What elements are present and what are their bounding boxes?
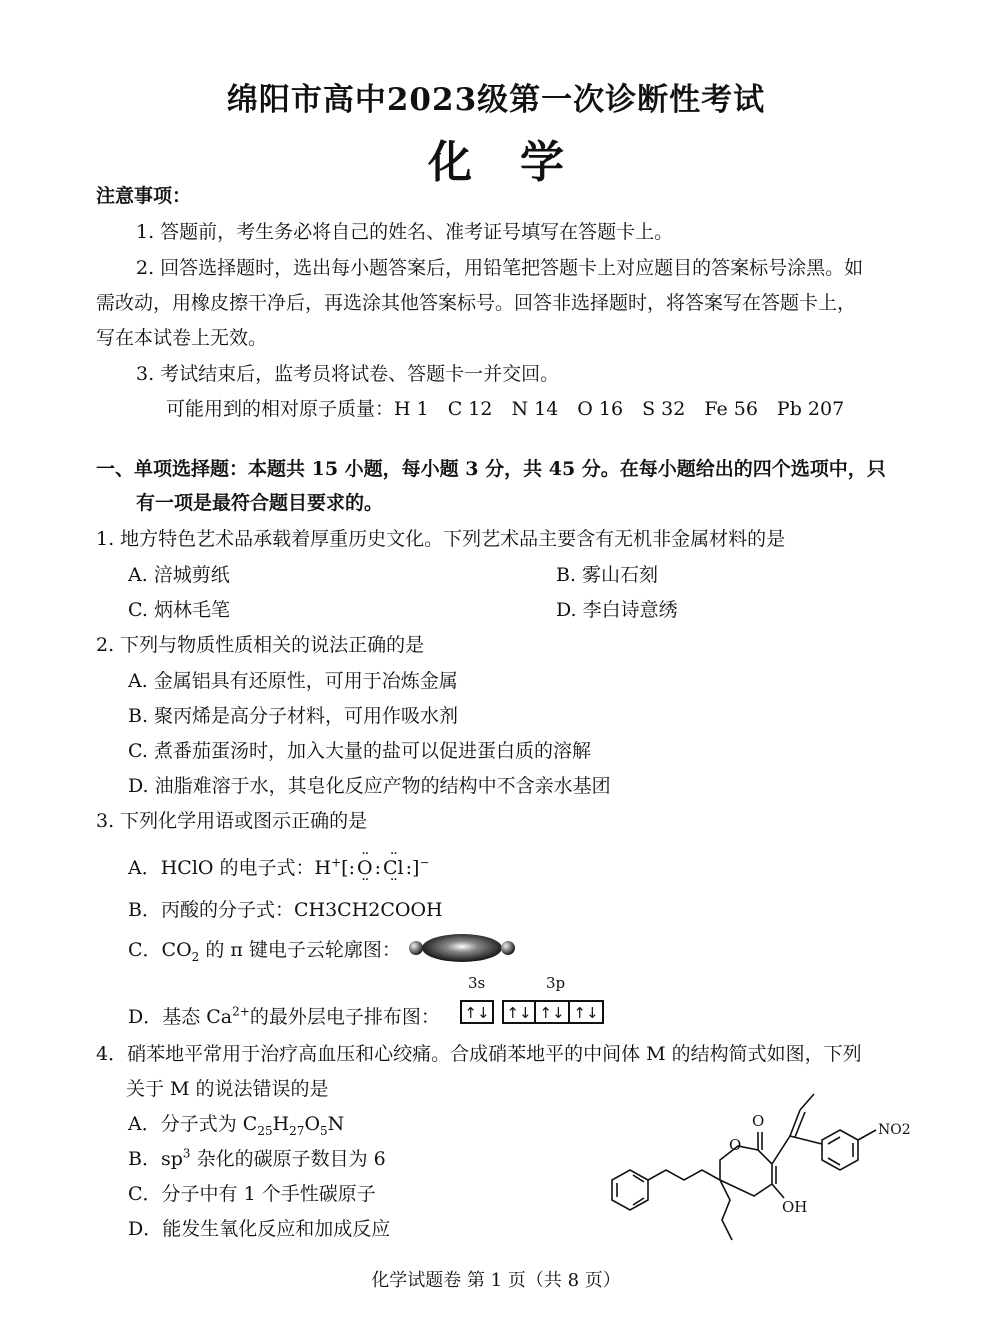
orbital-3s-box — [460, 1000, 494, 1024]
lewis-bracket-close: ] — [412, 857, 420, 879]
notice-heading: 注意事项： — [96, 185, 192, 207]
carbonyl-oxygen-label: O — [752, 1112, 765, 1130]
q4-option-a — [128, 1111, 344, 1137]
ring-oxygen-label: O — [729, 1136, 742, 1154]
notice-item-3: 3. 考试结束后，监考员将试卷、答题卡一并交回。 — [136, 363, 560, 385]
q3-option-c-sub: 2 — [191, 949, 200, 964]
lewis-charge: − — [419, 855, 430, 870]
q3-option-d — [128, 1004, 440, 1030]
lewis-h-charge: + — [331, 855, 342, 870]
orbital-3p-2: ↑↓ — [536, 1000, 570, 1024]
orbital-label-3s: 3s — [468, 974, 486, 992]
lewis-o: ·· O ·· — [355, 855, 375, 881]
lewis-h: H — [314, 857, 332, 879]
q2-stem: 2. 下列与物质性质相关的说法正确的是 — [96, 634, 425, 656]
q2-option-a: A. 金属铝具有还原性，可用于冶炼金属 — [128, 670, 458, 692]
q4-option-d: D．能发生氧化反应和加成反应 — [128, 1218, 391, 1240]
q4-option-a-label: A．分子式为 — [128, 1113, 243, 1135]
q3-option-c-label: C．CO — [128, 939, 192, 961]
lewis-dots-right: : — [405, 857, 413, 879]
q2-option-c: C. 煮番茄蛋汤时，加入大量的盐可以促进蛋白质的溶解 — [128, 740, 591, 762]
q3-option-c — [128, 937, 401, 963]
notice-item-2-line-1: 2. 回答选择题时，选出每小题答案后，用铅笔把答题卡上对应题目的答案标号涂黑。如 — [136, 257, 864, 279]
q3-option-c-suffix: 的 π 键电子云轮廓图： — [199, 939, 401, 961]
notice-item-2-line-2: 需改动，用橡皮擦干净后，再选涂其他答案标号。回答非选择题时，将答案写在答题卡上， — [96, 292, 857, 314]
benzene-ring-left — [612, 1170, 648, 1210]
orbital-3p-box — [502, 1000, 604, 1024]
orbital-3p-3: ↑↓ — [570, 1000, 604, 1024]
molecule-m-structure — [600, 1088, 930, 1248]
benzene-ring-right — [822, 1130, 858, 1170]
q4-stem-line-2: 关于 M 的说法错误的是 — [126, 1078, 329, 1100]
q4-formula: $C_{25}H_{27}O_5N$ — [242, 1113, 345, 1138]
q1-option-b: B. 雾山石刻 — [556, 564, 659, 586]
lewis-bracket-open: [ — [341, 857, 349, 879]
subject-title: 化学 — [428, 137, 612, 188]
q1-option-d: D. 李白诗意绣 — [556, 599, 678, 621]
q4-option-b-suffix: 杂化的碳原子数目为 6 — [190, 1148, 386, 1170]
orbital-3s: ↑↓ — [460, 1000, 494, 1024]
orbital-label-3p: 3p — [546, 974, 566, 992]
atomic-masses: 可能用到的相对原子质量：H 1 C 12 N 14 O 16 S 32 Fe 56 Pb 207 — [166, 398, 845, 420]
q4-option-b-sup: 3 — [182, 1146, 191, 1161]
q1-option-a: A. 涪城剪纸 — [128, 564, 230, 586]
q3-option-b-label: B．丙酸的分子式： — [128, 899, 294, 921]
q3-option-d-sup: 2+ — [232, 1004, 250, 1019]
lewis-dots-left: : — [348, 857, 355, 879]
q3-option-a-label: A．HClO 的电子式： — [128, 857, 315, 879]
q3-option-b — [128, 897, 443, 923]
exam-title: 绵阳市高中2023级第一次诊断性考试 — [226, 82, 766, 118]
nitro-group-label: NO2 — [878, 1122, 911, 1138]
orbital-3p-1: ↑↓ — [502, 1000, 536, 1024]
q3-option-d-suffix: 的最外层电子排布图： — [249, 1006, 440, 1028]
q3-option-a — [128, 855, 430, 881]
notice-item-1: 1. 答题前，考生务必将自己的姓名、准考证号填写在答题卡上。 — [136, 221, 674, 243]
q3-option-d-label: D．基态 Ca — [128, 1006, 233, 1028]
q2-option-b: B. 聚丙烯是高分子材料，可用作吸水剂 — [128, 705, 459, 727]
lewis-dots-mid: : — [374, 857, 381, 879]
lewis-cl: ·· Cl ·· — [381, 855, 406, 881]
q1-option-c: C. 炳林毛笔 — [128, 599, 230, 621]
q4-option-b-label: B．sp — [128, 1148, 183, 1170]
pi-bond-cloud-diagram — [406, 930, 518, 966]
notice-item-2-line-3: 写在本试卷上无效。 — [96, 327, 268, 349]
q2-option-d: D. 油脂难溶于水，其皂化反应产物的结构中不含亲水基团 — [128, 775, 611, 797]
hydroxyl-label: OH — [782, 1198, 808, 1216]
q4-stem-line-1: 4．硝苯地平常用于治疗高血压和心绞痛。合成硝苯地平的中间体 M 的结构简式如图，下列 — [96, 1043, 862, 1065]
section-1-heading-line-2: 有一项是最符合题目要求的。 — [136, 492, 384, 514]
section-1-heading-line-1: 一、单项选择题：本题共 15 小题，每小题 3 分，共 45 分。在每小题给出的四个选项中，只 — [96, 458, 886, 480]
propanoic-acid-formula: CH3CH2COOH — [293, 899, 443, 921]
q3-stem: 3. 下列化学用语或图示正确的是 — [96, 810, 368, 832]
page-footer: 化学试题卷 第 1 页（共 8 页） — [371, 1270, 621, 1291]
q1-stem: 1. 地方特色艺术品承载着厚重历史文化。下列艺术品主要含有无机非金属材料的是 — [96, 528, 786, 550]
q4-option-b — [128, 1146, 386, 1172]
q4-option-c: C．分子中有 1 个手性碳原子 — [128, 1183, 376, 1205]
